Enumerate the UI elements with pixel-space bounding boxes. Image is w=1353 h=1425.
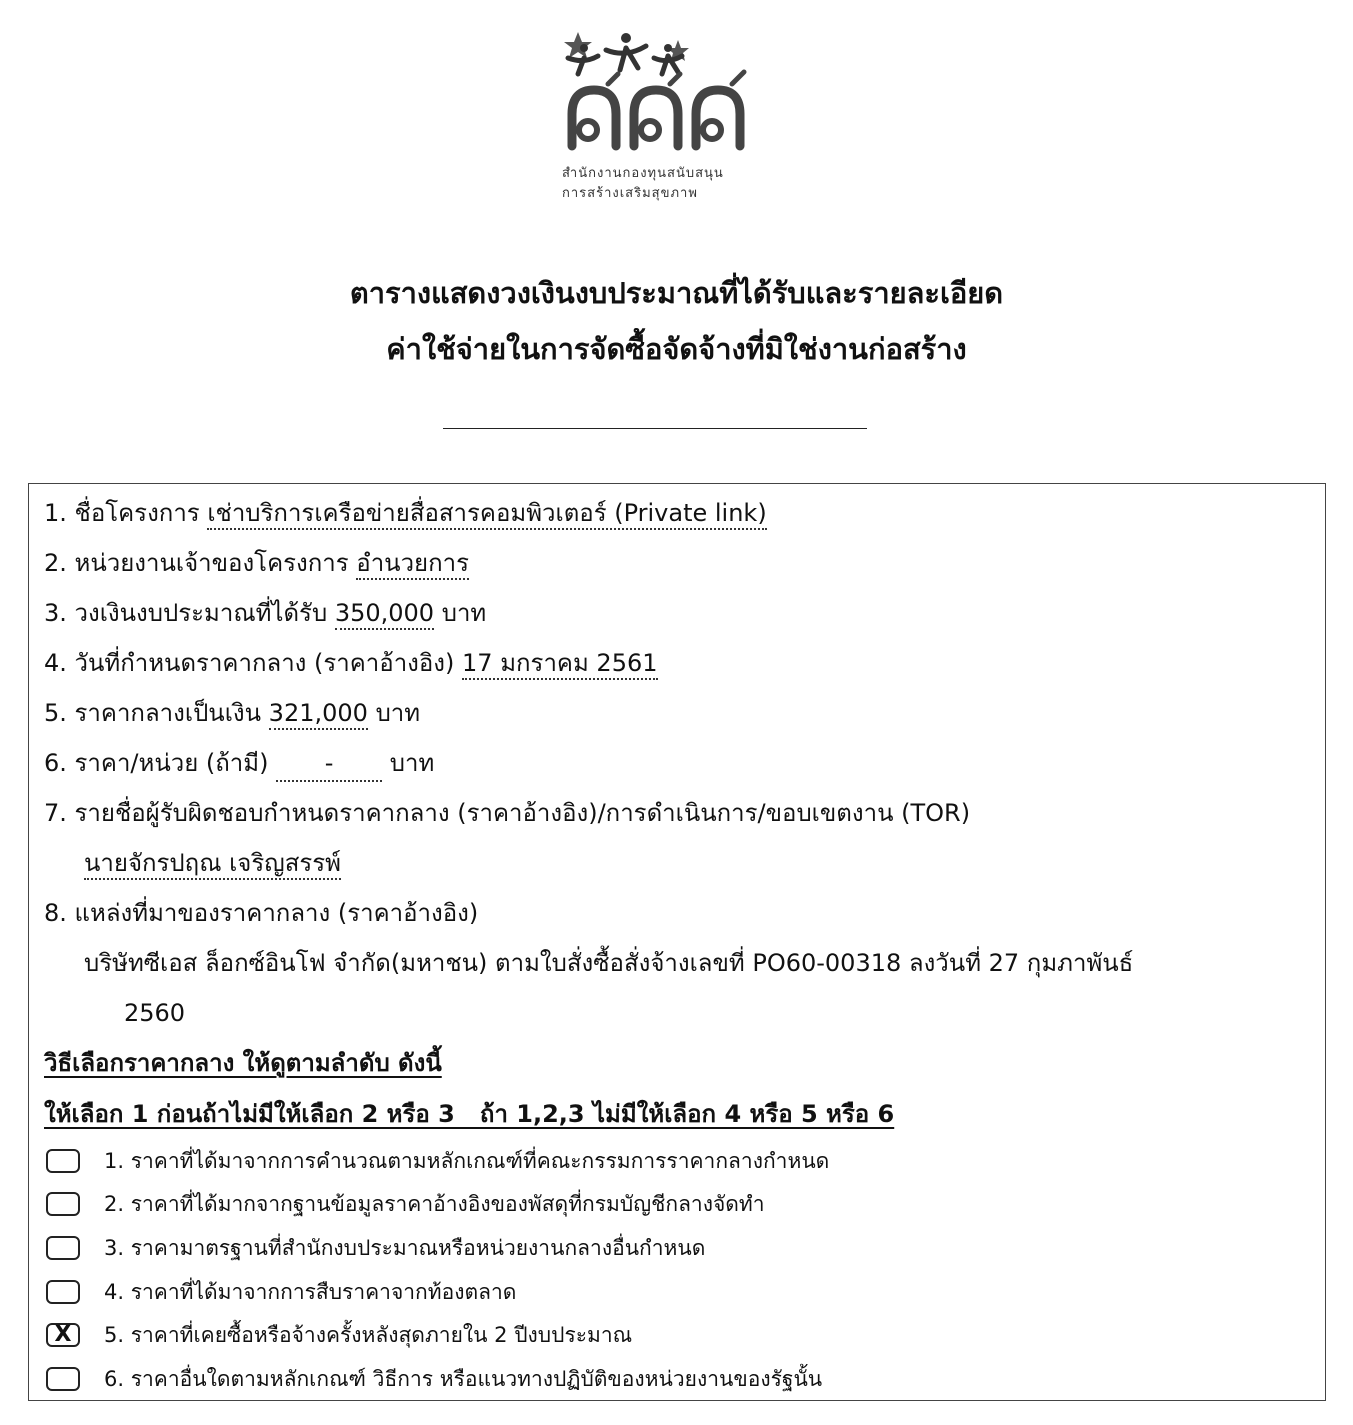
budget-label: 3. วงเงินงบประมาณที่ได้รับ bbox=[44, 599, 328, 627]
source-value-line1: บริษัทซีเอส ล็อกซ์อินโฟ จำกัด(มหาชน) ตามใบสั่งซื้อสั่งจ้างเลขที่ PO60-00318 ลงวันที่ 27 กุมภาพันธ์ bbox=[84, 949, 1134, 977]
owner-value: อำนวยการ bbox=[356, 549, 469, 580]
option-3-checkbox[interactable] bbox=[46, 1236, 80, 1260]
option-6-label: 6. ราคาอื่นใดตามหลักเกณฑ์ วิธีการ หรือแนวทางปฏิบัติของหน่วยงานของรัฐนั้น bbox=[104, 1366, 823, 1391]
item-project-name bbox=[44, 497, 767, 529]
logo-org-line1: สำนักงานกองทุนสนับสนุน bbox=[562, 166, 724, 181]
source-value-line2: 2560 bbox=[124, 999, 186, 1027]
option-4-checkbox[interactable] bbox=[46, 1280, 80, 1304]
option-1-checkbox[interactable] bbox=[46, 1149, 80, 1173]
option-3-label: 3. ราคามาตรฐานที่สำนักงบประมาณหรือหน่วยงานกลางอื่นกำหนด bbox=[104, 1235, 706, 1260]
document-title-line2: ค่าใช้จ่ายในการจัดซื้อจัดจ้างที่มิใช่งานก่อสร้าง bbox=[386, 332, 967, 366]
owner-label: 2. หน่วยงานเจ้าของโครงการ bbox=[44, 549, 349, 577]
price-option-1[interactable] bbox=[46, 1146, 829, 1176]
option-5-checkbox[interactable]: X bbox=[46, 1323, 80, 1347]
org-logo bbox=[548, 28, 768, 206]
unitprice-unit: บาท bbox=[389, 749, 435, 777]
price-option-5[interactable] bbox=[46, 1320, 632, 1350]
document-title-line1: ตารางแสดงวงเงินงบประมาณที่ได้รับและรายละเอียด bbox=[349, 276, 1004, 310]
item-mid-price bbox=[44, 697, 420, 729]
option-4-label: 4. ราคาที่ได้มาจากการสืบราคาจากท้องตลาด bbox=[104, 1279, 517, 1304]
midprice-label: 5. ราคากลางเป็นเงิน bbox=[44, 699, 262, 727]
project-value: เช่าบริการเครือข่ายสื่อสารคอมพิวเตอร์ (Private link) bbox=[207, 499, 766, 530]
budget-unit: บาท bbox=[441, 599, 487, 627]
unitprice-value: - bbox=[276, 747, 382, 782]
item-reference-date bbox=[44, 647, 658, 679]
method-heading: วิธีเลือกราคากลาง ให้ดูตามลำดับ ดังนี้ bbox=[44, 1049, 442, 1077]
price-option-4[interactable] bbox=[46, 1277, 516, 1307]
option-6-checkbox[interactable] bbox=[46, 1367, 80, 1391]
responsible-label: 7. รายชื่อผู้รับผิดชอบกำหนดราคากลาง (ราคาอ้างอิง)/การดำเนินการ/ขอบเขตงาน (TOR) bbox=[44, 799, 971, 827]
logo-org-line2: การสร้างเสริมสุขภาพ bbox=[562, 186, 698, 201]
responsible-name: นายจักรปฤณ เจริญสรรพ์ bbox=[84, 849, 341, 880]
item-budget bbox=[44, 597, 486, 629]
option-2-label: 2. ราคาที่ได้มากจากฐานข้อมูลราคาอ้างอิงของพัสดุที่กรมบัญชีกลางจัดทำ bbox=[104, 1191, 765, 1216]
logo-emblem-icon bbox=[548, 28, 768, 158]
option-1-label: 1. ราคาที่ได้มาจากการคำนวณตามหลักเกณฑ์ที่คณะกรรมการราคากลางกำหนด bbox=[104, 1148, 830, 1173]
price-option-6[interactable] bbox=[46, 1364, 822, 1394]
source-label: 8. แหล่งที่มาของราคากลาง (ราคาอ้างอิง) bbox=[44, 899, 479, 927]
price-option-3[interactable] bbox=[46, 1233, 705, 1263]
method-instruction: ให้เลือก 1 ก่อนถ้าไม่มีให้เลือก 2 หรือ 3 ถ้า 1,2,3 ไม่มีให้เลือก 4 หรือ 5 หรือ 6 bbox=[44, 1100, 895, 1128]
midprice-unit: บาท bbox=[375, 699, 421, 727]
date-value: 17 มกราคม 2561 bbox=[462, 649, 657, 680]
item-unit-price bbox=[44, 747, 434, 782]
date-label: 4. วันที่กำหนดราคากลาง (ราคาอ้างอิง) bbox=[44, 649, 455, 677]
budget-value: 350,000 bbox=[335, 599, 434, 630]
title-divider bbox=[443, 428, 867, 429]
item-owner-unit bbox=[44, 547, 469, 579]
option-2-checkbox[interactable] bbox=[46, 1192, 80, 1216]
midprice-value: 321,000 bbox=[269, 699, 368, 730]
option-5-label: 5. ราคาที่เคยซื้อหรือจ้างครั้งหลังสุดภายใน 2 ปีงบประมาณ bbox=[104, 1322, 633, 1347]
unitprice-label: 6. ราคา/หน่วย (ถ้ามี) bbox=[44, 749, 269, 777]
price-option-2[interactable] bbox=[46, 1189, 765, 1219]
responsible-value bbox=[84, 847, 341, 879]
project-label: 1. ชื่อโครงการ bbox=[44, 499, 200, 527]
